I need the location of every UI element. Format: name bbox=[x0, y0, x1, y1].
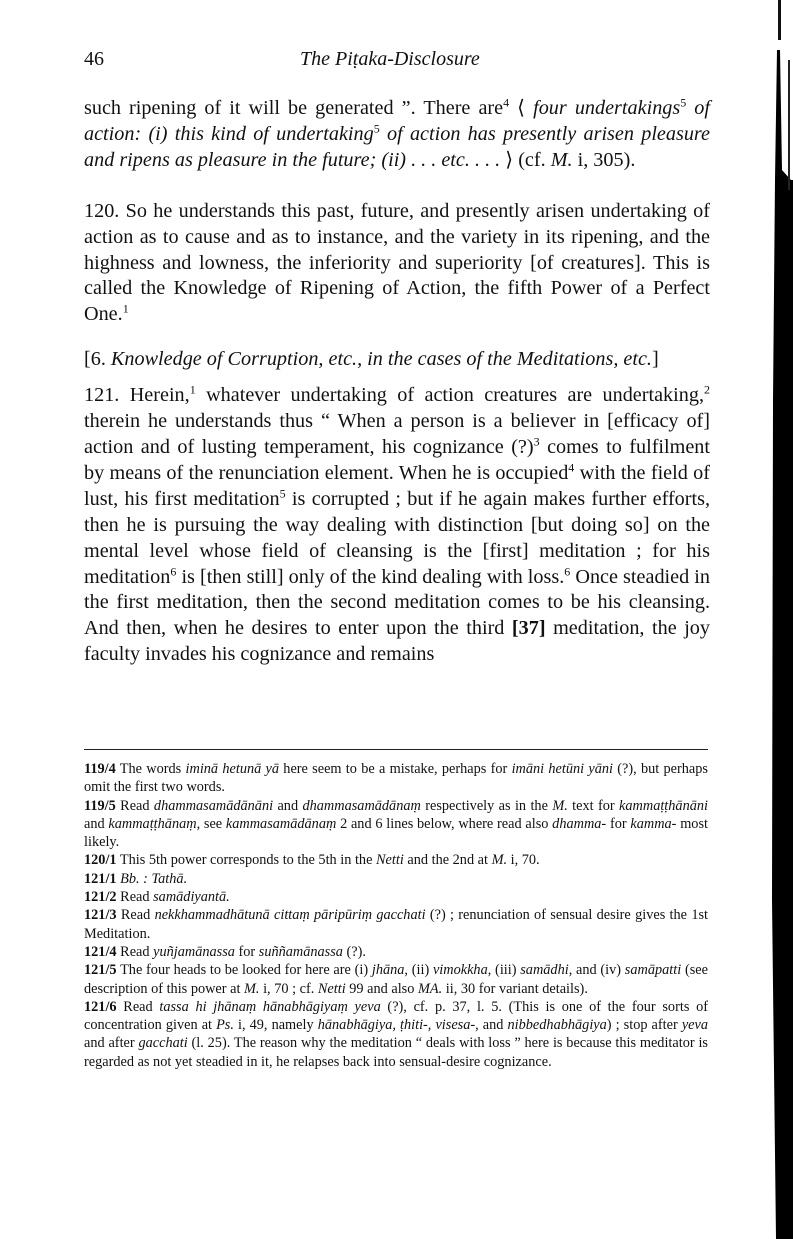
footnote-text-run: Read bbox=[115, 797, 154, 814]
footnote-italic-run: hānabhāgiya, ṭhiti-, visesa-, bbox=[317, 1017, 479, 1034]
footnote-ref: 4 bbox=[568, 460, 575, 475]
text-run: comes to fulfilment by means of the renunciation element. When he is occupied bbox=[84, 435, 710, 484]
footnote-ref: 5 bbox=[680, 95, 687, 110]
text-run: i, 305). bbox=[572, 148, 636, 171]
footnote-italic-run: dhammasamādānaṃ bbox=[302, 797, 421, 814]
footnote-text-run: i, 70 ; cf. bbox=[259, 980, 318, 997]
footnote-id: 119/4 bbox=[84, 761, 116, 777]
italic-run: four undertakings bbox=[533, 97, 681, 119]
footnote-italic-run: nibbedhabhāgiya bbox=[507, 1017, 607, 1034]
footnote-text-run: and bbox=[273, 797, 303, 814]
footnote-italic-run: gacchati bbox=[138, 1035, 188, 1052]
footnote-text-run: (l. 25). The reason why the meditation “ deals with loss ” here is because this meditator is regarded as not yet steadied in it, he relapses back into sensual-desire cognizance. bbox=[84, 1035, 708, 1070]
footnote-id: 121/2 bbox=[84, 889, 117, 906]
text-run: meditation, the joy faculty invades his cognizance and remains bbox=[84, 617, 710, 666]
footnote-text-run: This 5th power corresponds to the 5th in the bbox=[116, 852, 377, 869]
footnote-italic-run: kammaṭṭhānaṃ bbox=[108, 815, 197, 832]
footnote bbox=[84, 906, 708, 943]
footnote-italic-run: samādiyantā. bbox=[153, 889, 230, 906]
footnote-text-run: and bbox=[84, 815, 109, 832]
page-reference: [37] bbox=[511, 617, 546, 640]
footnote-text-run: Read bbox=[116, 907, 155, 924]
footnote-text-run: Read bbox=[116, 998, 160, 1015]
italic-run: of action has presently arisen pleasure and ripens as pleasure in the future; (ii) . . . etc. . . . bbox=[84, 122, 710, 171]
text-run: 121. Herein, bbox=[84, 384, 190, 407]
footnote-id: 121/5 bbox=[84, 962, 117, 979]
text-run: therein he understands thus “ When a person is a believer in [efficacy of] action and of lusting temperament, his cognizance (?) bbox=[84, 410, 710, 458]
text-run: 120. So he understands this past, future, and presently arisen undertaking of action as to cause and as to instance, and the variety in its ripening, and the highness and lowness, the inferiority and superiority [of creatures]. This is called the Knowledge of Ripening of Action, the fifth Power of a Perfect One. bbox=[84, 199, 710, 326]
footnote-text-run: here seem to be a mistake, perhaps for bbox=[279, 761, 512, 777]
footnote-italic-run: kamma- bbox=[630, 815, 677, 832]
footnote-text-run: Read bbox=[116, 889, 154, 906]
footnote-ref: 1 bbox=[122, 301, 129, 316]
text-run: whatever undertaking of action creatures are undertaking, bbox=[195, 384, 704, 407]
italic-run: M. bbox=[550, 148, 573, 171]
footnote-italic-run: yeva bbox=[681, 1017, 708, 1034]
footnote-italic-run: suññamānassa bbox=[258, 943, 343, 960]
section-heading bbox=[84, 347, 710, 373]
footnote-ref: 6 bbox=[170, 563, 177, 578]
footnote-text-run: for bbox=[606, 815, 631, 832]
footnote-text-run: i, 70. bbox=[507, 852, 540, 869]
footnote-italic-run: imāni hetūni yāni bbox=[511, 761, 614, 777]
heading-bracket: [6. bbox=[84, 348, 111, 371]
italic-run: of action: (i) this kind of undertaking bbox=[84, 97, 710, 145]
footnote-text-run: , (ii) bbox=[404, 962, 433, 979]
footnote-id: 119/5 bbox=[84, 797, 116, 814]
footnote-italic-run: MA. bbox=[417, 980, 443, 997]
text-run: Once steadied in the first meditation, then the second meditation comes to be his cleansing. And then, when he desires to enter upon the third bbox=[84, 565, 710, 640]
footnote-text-run: (?) ; renunciation of sensual desire gives the 1st Meditation. bbox=[84, 907, 708, 942]
footnote-text-run: respectively as in the bbox=[420, 797, 553, 814]
footnote bbox=[84, 888, 708, 906]
footnote-ref: 5 bbox=[373, 121, 380, 136]
text-run: is corrupted ; but if he again makes further efforts, then he is pursuing the way dealing with distinction [but doing so] on the mental level whose field of cleansing is the [first] meditation ; for his meditation bbox=[84, 487, 710, 588]
footnote-italic-run: vimokkha bbox=[432, 962, 488, 979]
footnote-italic-run: Netti bbox=[376, 852, 404, 869]
scan-border-edge bbox=[753, 0, 793, 1239]
footnote-id: 121/3 bbox=[84, 907, 117, 924]
footnote-text-run: 2 and 6 lines below, where read also bbox=[336, 815, 553, 832]
footnote-italic-run: iminā hetunā yā bbox=[185, 761, 280, 777]
footnote-italic-run: M. bbox=[491, 852, 508, 869]
text-run: such ripening of it will be generated ”. There are bbox=[84, 97, 504, 119]
footnote-text-run: (?). bbox=[342, 943, 366, 960]
text-run: ⟨ bbox=[509, 97, 534, 119]
text-run: ⟩ (cf. bbox=[500, 148, 551, 171]
paragraph-121 bbox=[84, 383, 710, 668]
footnote-text-run: and the 2nd at bbox=[403, 852, 492, 869]
footnote-italic-run: Netti bbox=[317, 980, 346, 997]
footnote-italic-run: dhammasamādānāni bbox=[153, 797, 274, 814]
footnote-ref: 2 bbox=[704, 382, 710, 397]
footnote-text-run: (see description of this power at bbox=[84, 962, 708, 997]
heading-title: Knowledge of Corruption, etc., in the cases of the Meditations, etc. bbox=[110, 348, 652, 371]
body-text bbox=[84, 96, 710, 668]
page bbox=[84, 44, 710, 668]
footnote-text-run: most likely. bbox=[84, 815, 708, 851]
running-head bbox=[84, 44, 710, 78]
footnote-text-run: The four heads to be looked for here are (i) bbox=[116, 962, 372, 979]
footnote-italic-run: M. bbox=[244, 980, 260, 997]
footnote-italic-run: kammasamādānaṃ bbox=[225, 815, 337, 832]
footnote bbox=[84, 998, 708, 1071]
footnote-text-run: 99 and also bbox=[345, 980, 418, 997]
text-run: is [then still] only of the kind dealing with loss. bbox=[176, 565, 565, 588]
paragraph-continuation bbox=[84, 96, 710, 174]
footnote bbox=[84, 797, 708, 852]
footnote-ref: 1 bbox=[189, 382, 196, 397]
footnote-id: 121/1 bbox=[84, 870, 117, 887]
footnote bbox=[84, 961, 708, 998]
footnote-ref: 4 bbox=[503, 95, 510, 110]
footnote-text-run: The words bbox=[115, 761, 186, 777]
page-number: 46 bbox=[84, 48, 104, 70]
footnote-italic-run: kammaṭṭhānāni bbox=[619, 797, 708, 814]
footnote bbox=[84, 851, 708, 869]
text-run: with the field of lust, his first meditation bbox=[84, 461, 710, 510]
footnote-text-run: and bbox=[478, 1017, 508, 1034]
footnote-divider bbox=[84, 749, 708, 750]
footnote-text-run: , (iii) bbox=[487, 962, 521, 979]
footnote-text-run: (?), cf. p. 37, l. 5. (This is one of the four sorts of concentration given at bbox=[84, 998, 708, 1034]
footnote-text-run: , see bbox=[196, 815, 226, 832]
paragraph-120 bbox=[84, 199, 710, 329]
footnote-text-run: ) ; stop after bbox=[606, 1017, 682, 1034]
footnote-italic-run: nekkhammadhātunā cittaṃ pāripūriṃ gacchati bbox=[154, 907, 426, 924]
footnote bbox=[84, 760, 708, 797]
footnote-text-run: for bbox=[234, 943, 259, 960]
footnote-id: 121/4 bbox=[84, 943, 117, 960]
footnote-italic-run: yuñjamānassa bbox=[153, 943, 235, 960]
footnote-ref: 3 bbox=[533, 434, 540, 449]
footnote-text-run: text for bbox=[567, 797, 620, 814]
footnote-italic-run: samādhi bbox=[520, 962, 569, 979]
footnote-text-run: Read bbox=[116, 943, 154, 960]
footnote-text-run: (?), but perhaps omit the first two words. bbox=[84, 761, 708, 796]
footnote-italic-run: Bb. : Tathā. bbox=[120, 870, 188, 887]
footnote-ref: 5 bbox=[279, 486, 286, 501]
footnote-italic-run: tassa hi jhānaṃ hānabhāgiyaṃ yeva bbox=[159, 998, 381, 1015]
footnote-ref: 6 bbox=[564, 563, 571, 578]
footnote-italic-run: samāpatti bbox=[624, 962, 682, 979]
footnote-italic-run: dhamma- bbox=[552, 815, 607, 832]
footnote-italic-run: jhāna bbox=[371, 962, 405, 979]
footnote bbox=[84, 870, 708, 888]
footnote-id: 120/1 bbox=[84, 852, 117, 869]
footnote-text-run: and after bbox=[84, 1035, 139, 1052]
footnote-text-run: ii, 30 for variant details). bbox=[442, 980, 588, 997]
footnotes bbox=[84, 760, 708, 1071]
footnote bbox=[84, 943, 708, 961]
footnote-italic-run: M. bbox=[552, 797, 568, 814]
footnote-italic-run: Ps. bbox=[216, 1017, 234, 1034]
footnote-id: 121/6 bbox=[84, 998, 117, 1015]
footnote-text-run: i, 49, namely bbox=[233, 1017, 318, 1034]
heading-bracket: ] bbox=[651, 348, 659, 371]
running-title: The Piṭaka-Disclosure bbox=[300, 48, 480, 70]
footnote-text-run: , and (iv) bbox=[568, 962, 625, 979]
